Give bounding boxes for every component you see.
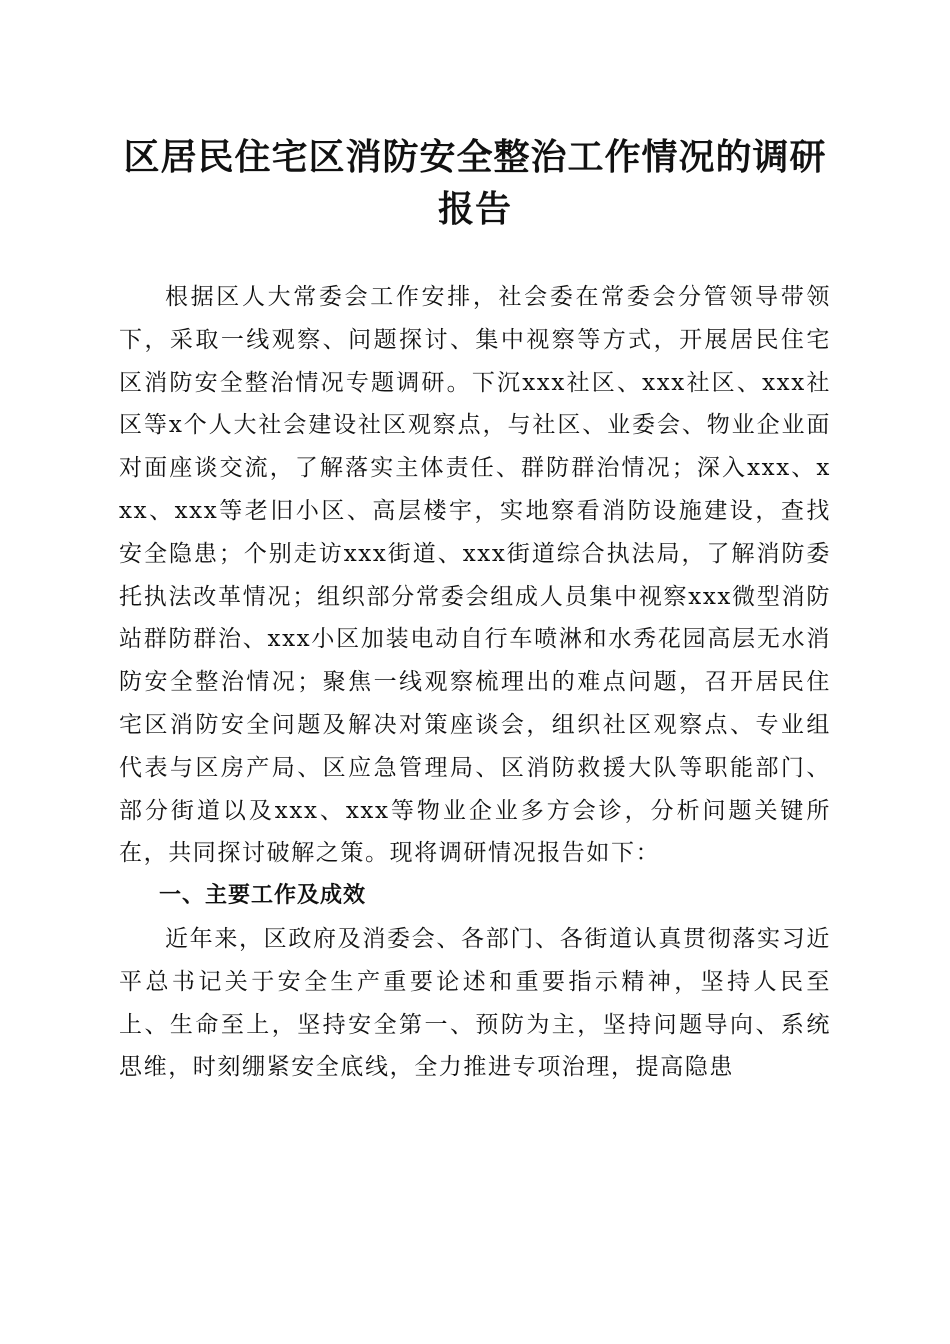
intro-paragraph: 根据区人大常委会工作安排，社会委在常委会分管领导带领下，采取一线观察、问题探讨、集中视察等方式，开展居民住宅区消防安全整治情况专题调研。下沉xxx社区、xxx社区、xxx社区等x个人大社会建设社区观察点，与社区、业委会、物业企业面对面座谈交流，了解落实主体责任、群防群治情况；深入xxx、xxx、xxx等老旧小区、高层楼宇，实地察看消防设施建设，查找安全隐患；个别走访xxx街道、xxx街道综合执法局，了解消防委托执法改革情况；组织部分常委会组成人员集中视察xxx微型消防站群防群治、xxx小区加装电动自行车喷淋和水秀花园高层无水消防安全整治情况；聚焦一线观察梳理出的难点问题，召开居民住宅区消防安全问题及解决对策座谈会，组织社区观察点、专业组代表与区房产局、区应急管理局、区消防救援大队等职能部门、部分街道以及xxx、xxx等物业企业多方会诊，分析问题关键所在，共同探讨破解之策。现将调研情况报告如下： <box>119 284 831 867</box>
section-heading: 一、主要工作及成效 <box>159 883 367 909</box>
document-body <box>119 276 831 1089</box>
section-paragraph: 近年来，区政府及消委会、各部门、各街道认真贯彻落实习近平总书记关于安全生产重要论述和重要指示精神，坚持人民至上、生命至上，坚持安全第一、预防为主，坚持问题导向、系统思维，时刻绷紧安全底线，全力推进专项治理，提高隐患 <box>119 925 831 1081</box>
document-title: 区居民住宅区消防安全整治工作情况的调研报告 <box>123 137 827 230</box>
